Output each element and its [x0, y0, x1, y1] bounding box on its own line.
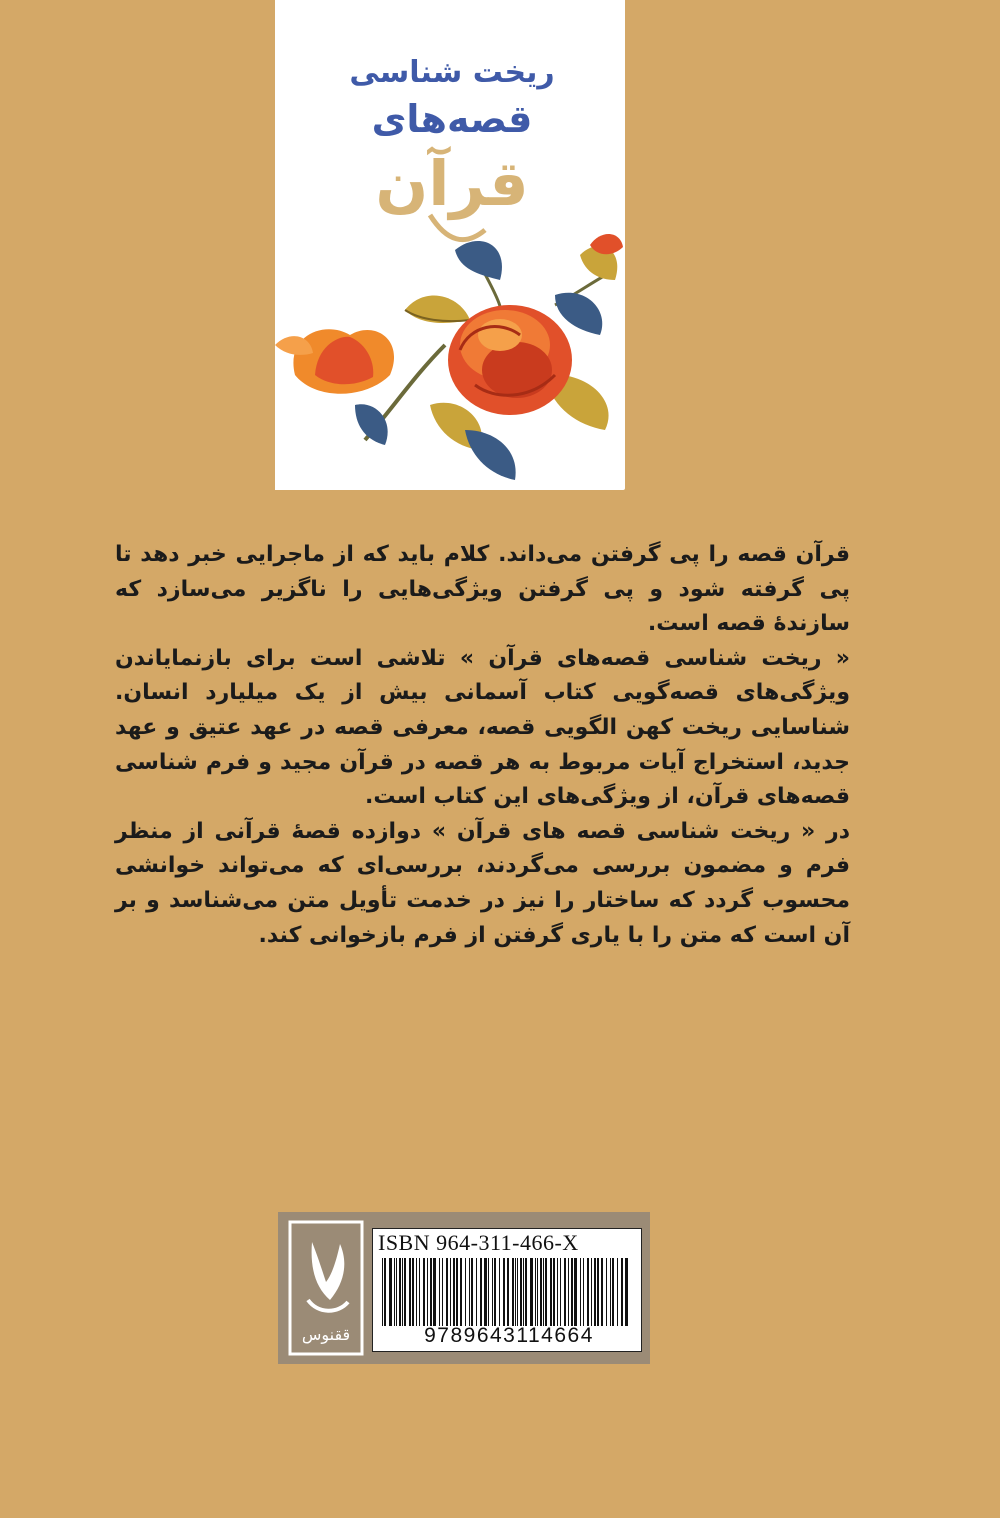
title-line-3: قرآن [375, 147, 529, 220]
barcode-bar [430, 1258, 432, 1326]
barcode-bar [480, 1258, 482, 1326]
barcode-bar [488, 1258, 489, 1326]
barcode-bar [503, 1258, 505, 1326]
barcode-bar [423, 1258, 425, 1326]
barcode-bar [525, 1258, 527, 1326]
publisher-logo-text: ققنوس [301, 1325, 351, 1344]
barcode-bar [606, 1258, 607, 1326]
barcode-bar [523, 1258, 524, 1326]
barcode-bars [380, 1258, 632, 1326]
barcode-bar [543, 1258, 544, 1326]
barcode-bar [560, 1258, 561, 1326]
barcode-bar [550, 1258, 552, 1326]
barcode-bar [499, 1258, 500, 1326]
barcode-bar [597, 1258, 599, 1326]
barcode-bar [484, 1258, 487, 1326]
ean-digits: 9789643114664 [424, 1324, 594, 1347]
blurb-paragraph: « ریخت شناسی قصه‌های قرآن » تلاشی است برای بازنمایاندن ویژگی‌های قصه‌گویی کتاب آسمانی بیش از یک میلیارد انسان. شناسایی ریخت کهن الگویی قصه، معرفی قصه در عهد عتیق و عهد جدید، استخراج آیات مربوط به هر قصه در قرآن مجید و فرم شناسی قصه‌های قرآن، از ویژگی‌های این کتاب است. [115, 645, 850, 810]
barcode-bar [591, 1258, 592, 1326]
barcode-bar [456, 1258, 458, 1326]
barcode-bar [394, 1258, 395, 1326]
barcode-bar [409, 1258, 411, 1326]
barcode-bar [580, 1258, 581, 1326]
barcode-bar [601, 1258, 603, 1326]
title-line-2: قصه‌های [371, 97, 533, 141]
barcode-bar [571, 1258, 573, 1326]
ghoghnoos-bird-logo-icon [290, 1222, 362, 1354]
barcode-bar [594, 1258, 596, 1326]
barcode-bar [610, 1258, 611, 1326]
barcode-bar [384, 1258, 386, 1326]
barcode-bar [617, 1258, 618, 1326]
barcode-bar [535, 1258, 536, 1326]
barcode-bar [540, 1258, 542, 1326]
barcode-bar [460, 1258, 462, 1326]
flower-illustration [255, 225, 675, 490]
barcode-bar [583, 1258, 584, 1326]
barcode-bar [530, 1258, 533, 1326]
barcode-bar [517, 1258, 518, 1326]
barcode-bar [507, 1258, 509, 1326]
barcode-bar [402, 1258, 403, 1326]
barcode-bar [442, 1258, 443, 1326]
barcode-bar [412, 1258, 414, 1326]
barcode-bar [574, 1258, 577, 1326]
barcode-bar [450, 1258, 451, 1326]
barcode-bar [453, 1258, 455, 1326]
barcode-bar [419, 1258, 420, 1326]
blurb-paragraph: قرآن قصه را پی گرفتن می‌داند. کلام باید که از ماجرایی خبر دهد تا پی گرفته شود و پی گرفتن ویژگی‌هایی را ناگزیر می‌سازد که سازندهٔ قصه است. [115, 542, 850, 637]
barcode-bar [587, 1258, 589, 1326]
barcode-bar [612, 1258, 614, 1326]
barcode-bar [557, 1258, 558, 1326]
barcode-bar [396, 1258, 397, 1326]
barcode-bar [564, 1258, 566, 1326]
barcode-bar [625, 1258, 628, 1326]
barcode-bar [404, 1258, 406, 1326]
barcode-bar [545, 1258, 547, 1326]
barcode-bar [494, 1258, 496, 1326]
barcode-bar [492, 1258, 493, 1326]
barcode-bar [515, 1258, 516, 1326]
barcode-bar [568, 1258, 569, 1326]
barcode-bar [520, 1258, 522, 1326]
barcode-bar [476, 1258, 477, 1326]
barcode-bar [433, 1258, 436, 1326]
isbn-text: ISBN 964-311-466-X [378, 1230, 579, 1255]
barcode-bar [446, 1258, 448, 1326]
barcode-bar [537, 1258, 538, 1326]
back-cover-blurb [115, 538, 850, 953]
barcode-bar [427, 1258, 428, 1326]
barcode-bar [471, 1258, 473, 1326]
barcode-bar [553, 1258, 555, 1326]
barcode-bar [465, 1258, 466, 1326]
blurb-paragraph: در « ریخت شناسی قصه های قرآن » دوازده قصهٔ قرآنی از منظر فرم و مضمون بررسی می‌گردند، بررسی‌ای که می‌تواند خوانشی محسوب گردد که ساختار را نیز در خدمت تأویل متن می‌شناسد و بر آن است که متن را با یاری گرفتن از فرم بازخوانی کند. [115, 818, 850, 948]
barcode-bar [382, 1258, 383, 1326]
barcode-bar [399, 1258, 401, 1326]
barcode-bar [439, 1258, 440, 1326]
barcode-bar [416, 1258, 417, 1326]
barcode-bar [512, 1258, 514, 1326]
barcode-bar [621, 1258, 623, 1326]
title-line-1: ریخت شناسی [349, 55, 555, 90]
barcode-bar [389, 1258, 392, 1326]
barcode-bar [469, 1258, 470, 1326]
